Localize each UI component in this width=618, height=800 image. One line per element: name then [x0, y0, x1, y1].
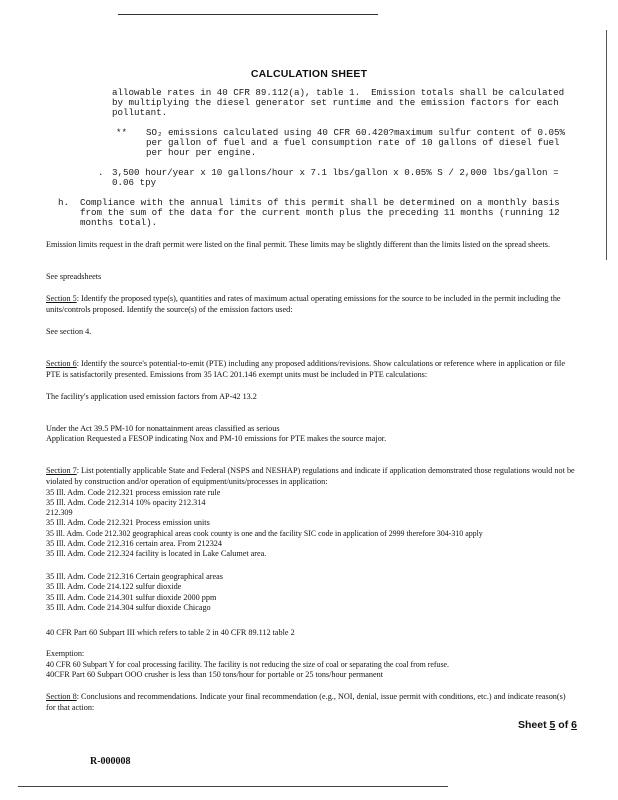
document-number: R-000008: [90, 756, 131, 767]
section-6-note: Under the Act 39.5 PM-10 for nonattainment areas classified as serious: [46, 424, 280, 433]
regulation-line: 35 Ill. Adm. Code 212.302 geographical areas cook county is one and the facility SIC code in application of 2999 therefore 304-310 apply: [46, 529, 483, 538]
regulation-line: 35 Ill. Adm. Code 212.316 certain area. From 212324: [46, 539, 222, 548]
regulation-line: 35 Ill. Adm. Code 212.321 Process emission units: [46, 518, 210, 527]
section-5-label: Section 5: [46, 294, 77, 303]
section-7-text: : List potentially applicable State and Federal (NSPS and NESHAP) regulations and indicate if application demonstrated those regulations would not be violated by construction and/or operation of equipment/units/processes in application:: [46, 466, 575, 486]
page-title: CALCULATION SHEET: [250, 68, 368, 80]
regulation-line: 35 Ill. Adm. Code 212.324 facility is located in Lake Calumet area.: [46, 549, 267, 558]
regulation-line: 35 Ill. Adm. Code 214.301 sulfur dioxide 2000 ppm: [46, 593, 217, 602]
see-spreadsheets-note: See spreadsheets: [46, 272, 102, 281]
section-6-text: : Identify the source's potential-to-emit (PTE) including any proposed additions/revisions. Show calculations or reference where in application or file PTE is satisfactorily presented. Emissions from 35 IAC 201.146 exempt units must be included in PTE calculations:: [46, 359, 565, 379]
cfr-line: 40 CFR Part 60 Subpart III which refers to table 2 in 40 CFR 89.112 table 2: [46, 628, 295, 637]
sheet-of: of: [555, 719, 572, 731]
sheet-prefix: Sheet: [518, 719, 550, 731]
section-6-label: Section 6: [46, 359, 77, 368]
section-6-answer: The facility's application used emission factors from AP-42 13.2: [46, 392, 257, 401]
calc-line: 3,500 hour/year x 10 gallons/hour x 7.1 lbs/gallon x 0.05% S / 2,000 lbs/gallon =: [112, 167, 559, 178]
excerpt-line: SO₂ emissions calculated using 40 CFR 60.420?maximum sulfur content of 0.05%: [146, 127, 566, 138]
excerpt-line: per hour per engine.: [146, 147, 257, 158]
note-marker: **: [116, 127, 128, 138]
regulation-line: 35 Ill. Adm. Code 212.314 10% opacity 212.314: [46, 498, 206, 507]
sheet-total: 6: [571, 719, 577, 731]
section-7-label: Section 7: [46, 466, 77, 475]
section-6: [46, 358, 576, 380]
bottom-scan-line: [18, 786, 448, 787]
exemption-label: Exemption:: [46, 649, 85, 658]
section-6-note: Application Requested a FESOP indicating Nox and PM-10 emissions for PTE makes the source major.: [46, 434, 387, 443]
section-8: [46, 691, 576, 713]
calc-line: 0.06 tpy: [112, 177, 157, 188]
excerpt-line: allowable rates in 40 CFR 89.112(a), table 1. Emission totals shall be calculated: [112, 87, 565, 98]
regulation-line: 212.309: [46, 508, 73, 517]
section-5: [46, 293, 576, 315]
section-7: [46, 465, 576, 487]
calc-bullet: .: [98, 167, 104, 178]
section-8-label: Section 8: [46, 692, 77, 701]
excerpt-line: by multiplying the diesel generator set runtime and the emission factors for each: [112, 97, 559, 108]
top-scan-line: [118, 14, 378, 15]
excerpt-line: per gallon of fuel and a fuel consumption rate of 10 gallons of diesel fuel: [146, 137, 560, 148]
right-scan-line: [606, 30, 607, 260]
section-8-text: : Conclusions and recommendations. Indicate your final recommendation (e.g., NOI, denial, issue permit with conditions, etc.) and indicate reason(s) for that action:: [46, 692, 566, 712]
exemption-line: 40 CFR 60 Subpart Y for coal processing facility. The facility is not reducing the size of coal or separating the coal from refuse.: [46, 660, 450, 669]
section-5-answer: See section 4.: [46, 327, 92, 336]
exemption-line: 40CFR Part 60 Subpart OOO crusher is less than 150 tons/hour for portable or 25 tons/hour permanent: [46, 670, 384, 679]
regulation-line: 35 Ill. Adm. Code 214.304 sulfur dioxide Chicago: [46, 603, 211, 612]
regulation-line: 35 Ill. Adm. Code 212.321 process emission rate rule: [46, 488, 221, 497]
excerpt-line: pollutant.: [112, 107, 168, 118]
section-5-text: : Identify the proposed type(s), quantities and rates of maximum actual operating emissions for the source to be included in the permit including the units/controls proposed. Identify the source(s) of the emission factors used:: [46, 294, 561, 314]
item-line: months total).: [80, 217, 158, 228]
sheet-current: 5: [549, 719, 556, 731]
item-line: Compliance with the annual limits of this permit shall be determined on a monthly basis: [80, 197, 560, 208]
sheet-counter: [518, 719, 577, 731]
item-line: from the sum of the data for the current month plus the preceding 11 months (running 12: [80, 207, 560, 218]
regulation-line: 35 Ill. Adm. Code 212.316 Certain geographical areas: [46, 572, 223, 581]
item-label: h.: [58, 197, 70, 208]
regulation-line: 35 Ill. Adm. Code 214.122 sulfur dioxide: [46, 582, 182, 591]
emission-limits-paragraph: Emission limits request in the draft permit were listed on the final permit. These limits may be slightly different than the limits listed on the spread sheets.: [46, 240, 551, 249]
